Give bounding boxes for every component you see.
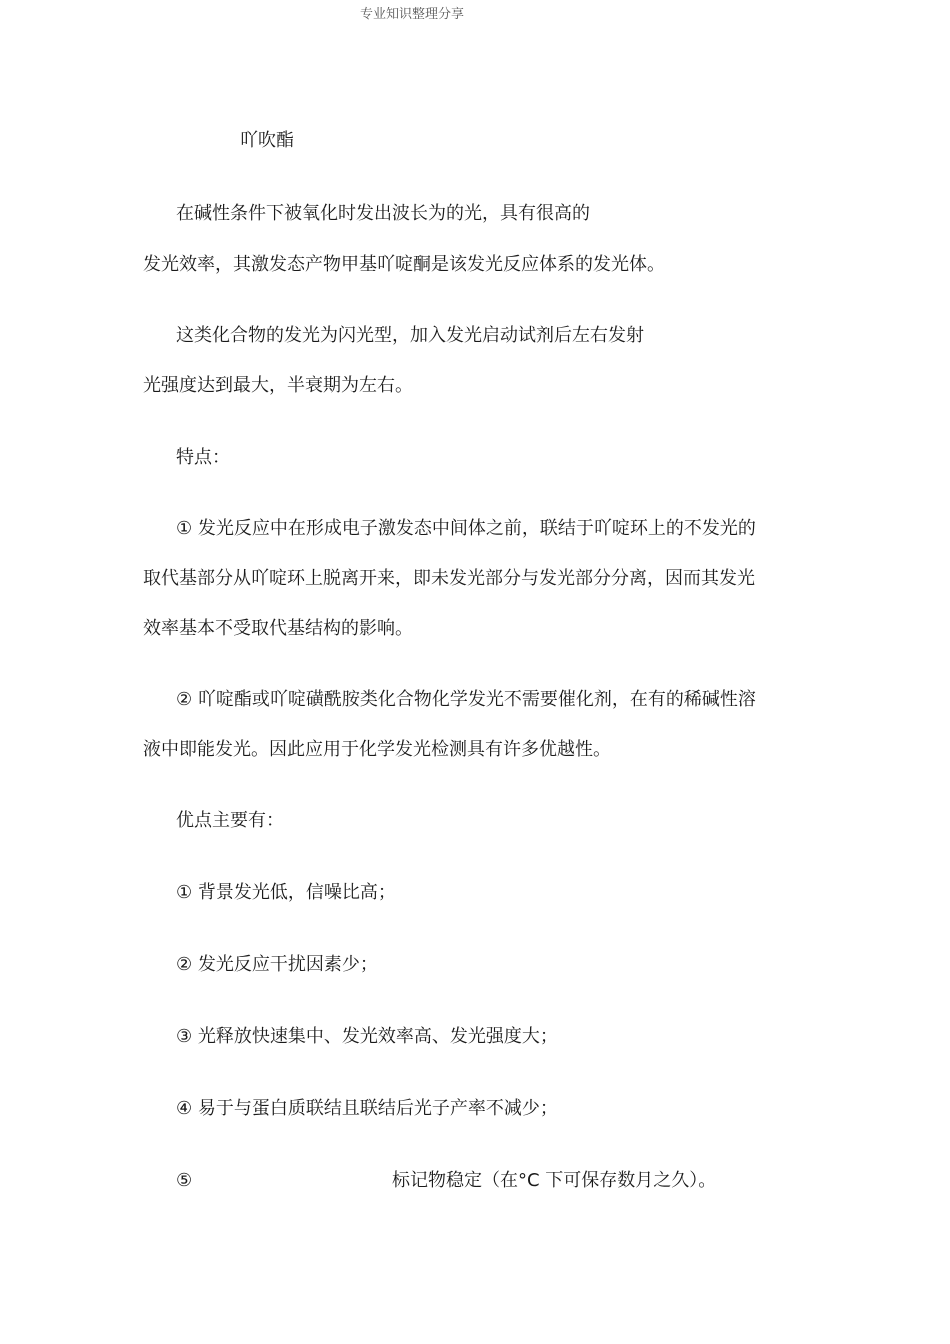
paragraph-line: 这类化合物的发光为闪光型，加入发光启动试剂后左右发射 [176, 325, 644, 346]
list-item: 标记物稳定（在°C 下可保存数月之久）。 [392, 1170, 717, 1191]
paragraph-line: 效率基本不受取代基结构的影响。 [143, 618, 413, 639]
list-item: ② 发光反应干扰因素少； [176, 954, 378, 975]
list-item: ④ 易于与蛋白质联结且联结后光子产率不减少； [176, 1098, 558, 1119]
section-label: 特点： [176, 447, 230, 468]
list-item: ② 吖啶酯或吖啶磺酰胺类化合物化学发光不需要催化剂，在有的稀碱性溶 [176, 689, 756, 710]
paragraph-line: 液中即能发光。因此应用于化学发光检测具有许多优越性。 [143, 739, 611, 760]
page-header: 专业知识整理分享 [360, 7, 465, 22]
document-title: 吖吹酯 [240, 130, 294, 151]
paragraph-line: 光强度达到最大，半衰期为左右。 [143, 375, 413, 396]
list-item: ① 背景发光低，信噪比高； [176, 882, 396, 903]
paragraph-line: 在碱性条件下被氧化时发出波长为的光，具有很高的 [176, 203, 590, 224]
list-item: ① 发光反应中在形成电子激发态中间体之前，联结于吖啶环上的不发光的 [176, 518, 756, 539]
paragraph-line: 发光效率，其激发态产物甲基吖啶酮是该发光反应体系的发光体。 [143, 254, 665, 275]
list-item: ③ 光释放快速集中、发光效率高、发光强度大； [176, 1026, 558, 1047]
section-label: 优点主要有： [176, 810, 284, 831]
paragraph-line: 取代基部分从吖啶环上脱离开来，即未发光部分与发光部分分离，因而其发光 [143, 568, 755, 589]
list-item-marker: ⑤ [176, 1170, 193, 1191]
